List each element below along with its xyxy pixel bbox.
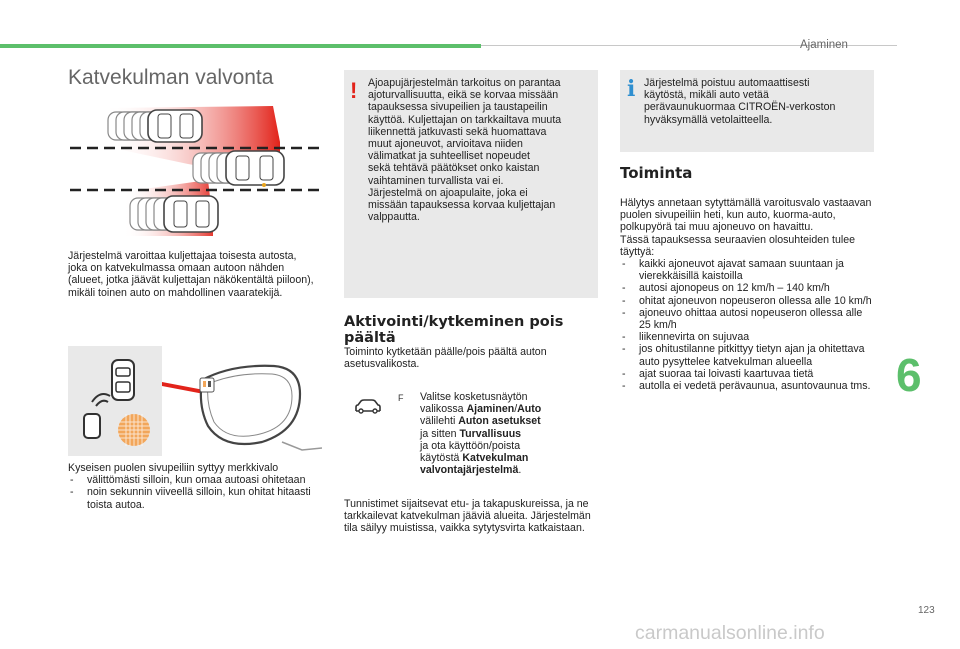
toiminta-para: Hälytys annetaan sytyttämällä varoitusvalo vastaavan puolen sivupeiliin heti, kun auto, kuorma-auto, polkupyörä tai muu ajoneuvo on havaittu.	[620, 197, 872, 234]
list-item: - ajoneuvo ohittaa autosi nopeuseron ollessa alle 25 km/h	[620, 307, 876, 331]
warning-line: vaihtaminen turvallista vai ei.	[368, 174, 504, 187]
car-settings-icon	[354, 398, 382, 414]
side-mirror-illustration	[162, 346, 322, 456]
warning-line: sekä tehtävä päätökset onko kaistan	[368, 162, 540, 175]
mirror-indicator-text	[68, 462, 318, 511]
page-title: Katvekulman valvonta	[68, 66, 274, 89]
car-icon	[164, 196, 218, 232]
warning-line: tapauksessa sivupeilien ja taustapeilin	[368, 101, 548, 114]
step-line: käytöstä Katvekulman	[420, 452, 529, 465]
mirror-icon	[201, 366, 300, 444]
indicator-callout-arrow	[162, 382, 204, 394]
warning-line: välimatkat ja suhteelliset nopeudet	[368, 150, 530, 163]
warning-box	[344, 70, 598, 298]
info-icon: i	[627, 76, 636, 102]
warning-line: valppautta.	[368, 211, 420, 224]
activation-steps	[420, 391, 592, 476]
mirror-lead: Kyseisen puolen sivupeiliin syttyy merkkivalo	[68, 462, 279, 474]
step-line: välilehti Auton asetukset	[420, 415, 541, 428]
activation-intro: Toiminto kytketään päälle/pois päältä auton asetusvalikosta.	[344, 346, 547, 371]
info-line: perävaunukuormaa CITROËN-verkoston	[644, 101, 836, 114]
list-item: - jos ohitustilanne pitkittyy tietyn ajan ja ohitettava auto pysyttelee katvekulman alueella	[620, 343, 876, 367]
activation-title: Aktivointi/kytkeminen pois päältä	[344, 314, 564, 346]
watermark: carmanualsonline.info	[635, 622, 825, 644]
step-bullet-icon: F	[398, 393, 404, 403]
blind-spot-diagram	[68, 102, 322, 242]
header-accent-bar	[0, 44, 481, 48]
step-line: valvontajärjestelmä.	[420, 464, 522, 477]
warning-icon: !	[350, 78, 358, 103]
warning-line: ajoturvallisuutta, eikä se korvaa missään	[368, 89, 559, 102]
step-line: valikossa Ajaminen/Auto	[420, 403, 542, 416]
info-box	[620, 70, 874, 152]
step-line: ja sitten Turvallisuus	[420, 427, 522, 440]
list-item: - autolla ei vedetä perävaunua, asuntovaunua tms.	[620, 380, 876, 392]
info-line: hyväksymällä vetolaitteella.	[644, 113, 773, 126]
chapter-number: 6	[896, 349, 922, 401]
warning-line: Ajoapujärjestelmän tarkoitus on parantaa	[368, 77, 561, 89]
car-icon	[148, 110, 202, 142]
warning-text	[368, 77, 594, 223]
car-icon	[112, 360, 134, 400]
info-line: Järjestelmä poistuu automaattisesti	[644, 77, 810, 89]
info-line: käytöstä, mikäli auto vetää	[644, 89, 769, 102]
warning-line: Järjestelmä on ajoapulaite, joka ei	[368, 186, 528, 199]
section-header: Ajaminen	[800, 39, 848, 51]
list-item: - noin sekunnin viiveellä silloin, kun ohitat hitaasti toista autoa.	[68, 486, 318, 510]
info-text	[644, 77, 870, 126]
step-line: Valitse kosketusnäytön	[420, 391, 528, 403]
warning-line: missään tapauksessa korvaa kuljettajan	[368, 199, 556, 212]
toiminta-title: Toiminta	[620, 164, 693, 182]
page-number: 123	[918, 605, 935, 616]
list-item: - liikennevirta on sujuvaa	[620, 331, 876, 343]
car-icon	[84, 414, 100, 438]
list-item: - autosi ajonopeus on 12 km/h – 140 km/h	[620, 282, 876, 294]
own-car-icon	[226, 151, 284, 187]
list-item: - välittömästi silloin, kun omaa autoasi ohitetaan	[68, 474, 318, 486]
list-item: - kaikki ajoneuvot ajavat samaan suuntaan ja vierekkäisillä kaistoilla	[620, 258, 876, 282]
indicator-illustration	[68, 346, 162, 456]
toiminta-para: Tässä tapauksessa seuraavien olosuhteiden tulee täyttyä:	[620, 233, 855, 258]
warning-line: liikennettä jatkuvasti sekä huomattava	[368, 125, 547, 138]
list-item: - ajat suoraa tai loivasti kaartuvaa tietä	[620, 368, 876, 380]
activation-note: Tunnistimet sijaitsevat etu- ja takapuskureissa, ja ne tarkkailevat katvekulman jääviä alueita. Järjestelmän tila säilyy muistissa, vaikka sytytysvirta katkaistaan.	[344, 498, 591, 535]
list-item: - ohitat ajoneuvon nopeuseron ollessa alle 10 km/h	[620, 295, 876, 307]
warning-line: muut ajoneuvot, arvioitava niiden	[368, 138, 523, 151]
warning-line: käyttöä. Kuljettajan on tarkkailtava muuta	[368, 113, 562, 126]
intro-text: Järjestelmä varoittaa kuljettajaa toisesta autosta, joka on katvekulmassa omaan autoon nähden (alueet, jotka jäävät kuljettajan näkökentältä piiloon), mikäli toinen auto on mahdollinen vaaratekijä.	[68, 250, 314, 299]
step-line: ja ota käyttöön/poista	[420, 439, 521, 452]
toiminta-text	[620, 197, 876, 392]
